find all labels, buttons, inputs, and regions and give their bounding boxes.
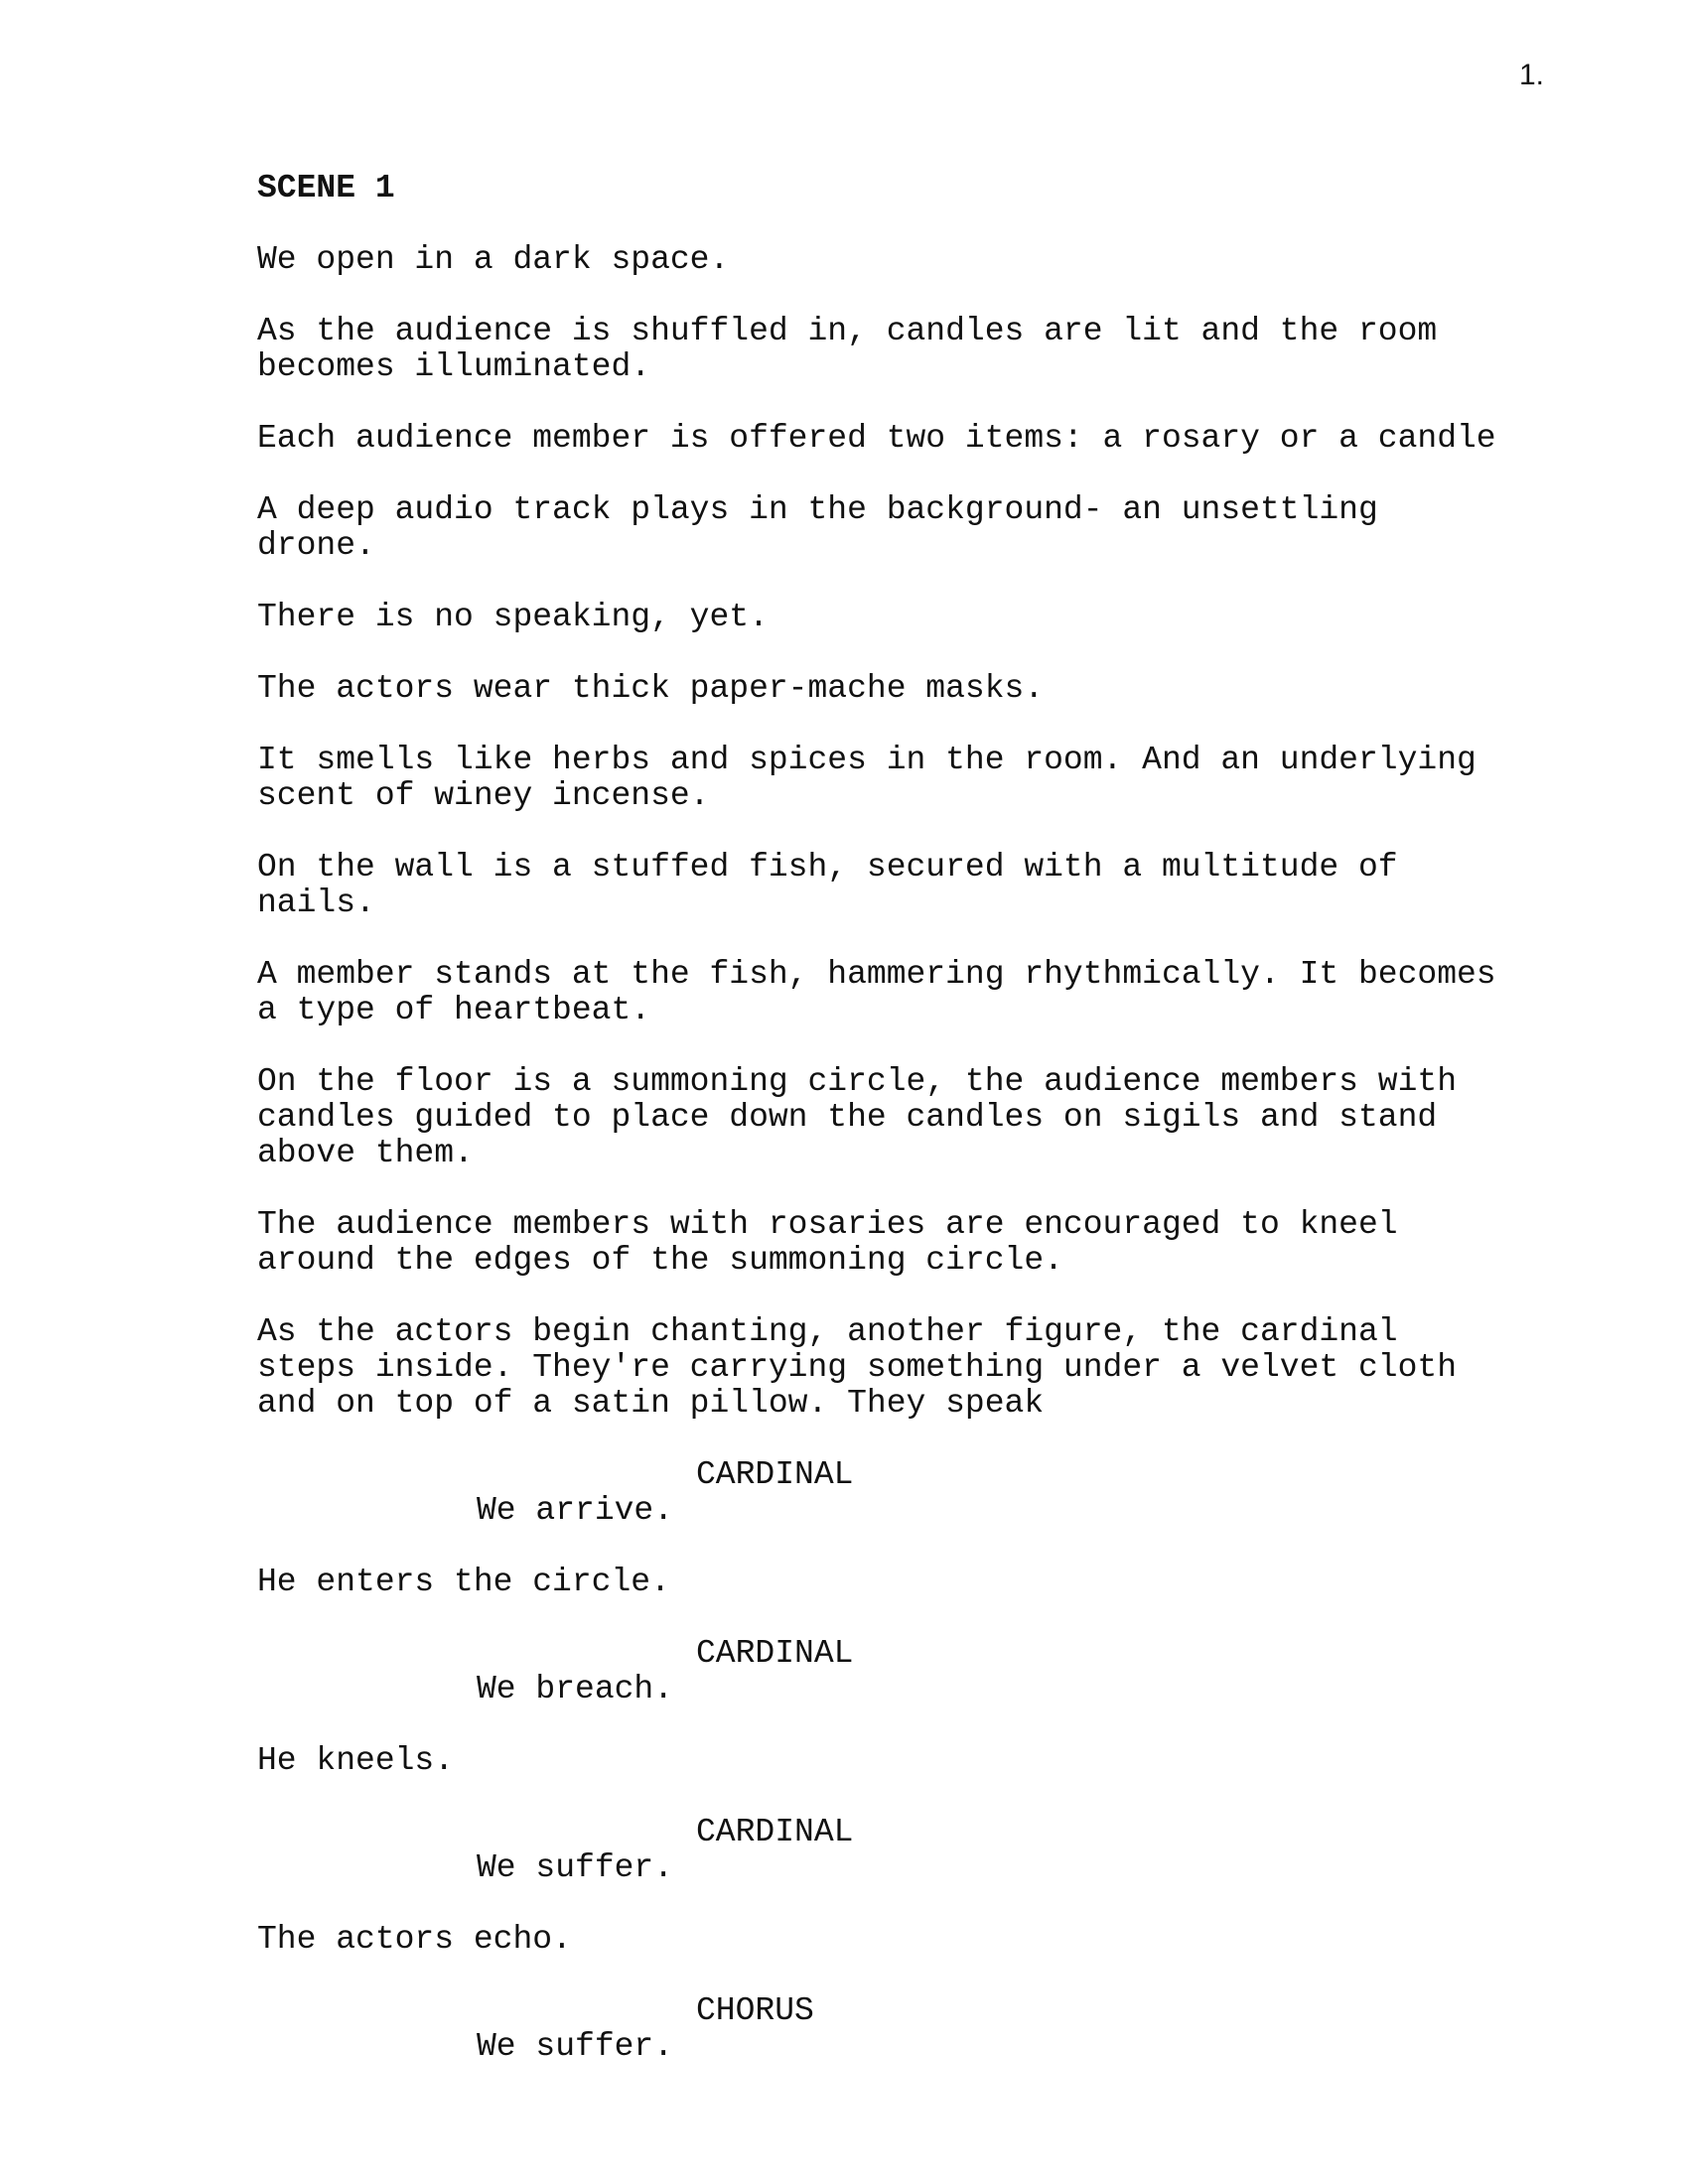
dialogue-line: We suffer. xyxy=(477,2028,674,2065)
scene-heading: SCENE 1 xyxy=(257,170,395,206)
action-line: The actors wear thick paper-mache masks. xyxy=(257,670,1045,707)
action-line: The audience members with rosaries are encouraged to kneel around the edges of the summoning circle. xyxy=(257,1206,1398,1279)
action-line: As the audience is shuffled in, candles are lit and the room becomes illuminated. xyxy=(257,313,1438,385)
character-name: CARDINAL xyxy=(696,1456,854,1493)
action-line: A member stands at the fish, hammering rhythmically. It becomes a type of heartbeat. xyxy=(257,956,1496,1028)
character-name: CARDINAL xyxy=(696,1635,854,1672)
dialogue-block xyxy=(257,1815,1578,1886)
action-line: There is no speaking, yet. xyxy=(257,599,769,635)
dialogue-block xyxy=(257,1993,1578,2065)
action-line: Each audience member is offered two items: a rosary or a candle xyxy=(257,420,1496,457)
character-name: CARDINAL xyxy=(696,1814,854,1850)
script-page xyxy=(257,171,1578,2101)
action-line: On the wall is a stuffed fish, secured with a multitude of nails. xyxy=(257,849,1398,921)
dialogue-block xyxy=(257,1457,1578,1529)
action-line: He kneels. xyxy=(257,1742,455,1779)
action-line: As the actors begin chanting, another figure, the cardinal steps inside. They're carrying something under a velvet cloth and on top of a satin pillow. They speak xyxy=(257,1313,1457,1422)
character-name: CHORUS xyxy=(696,1992,814,2029)
action-line: A deep audio track plays in the background- an unsettling drone. xyxy=(257,491,1378,564)
page-number: 1. xyxy=(1519,59,1545,91)
action-line: The actors echo. xyxy=(257,1921,572,1958)
dialogue-line: We breach. xyxy=(477,1671,674,1707)
dialogue-line: We suffer. xyxy=(477,1849,674,1886)
action-line: We open in a dark space. xyxy=(257,241,730,278)
action-line: He enters the circle. xyxy=(257,1564,670,1600)
action-line: On the floor is a summoning circle, the audience members with candles guided to place down the candles on sigils and stand above them. xyxy=(257,1063,1457,1171)
dialogue-line: We arrive. xyxy=(477,1492,674,1529)
action-line: It smells like herbs and spices in the room. And an underlying scent of winey incense. xyxy=(257,742,1477,814)
dialogue-block xyxy=(257,1636,1578,1707)
